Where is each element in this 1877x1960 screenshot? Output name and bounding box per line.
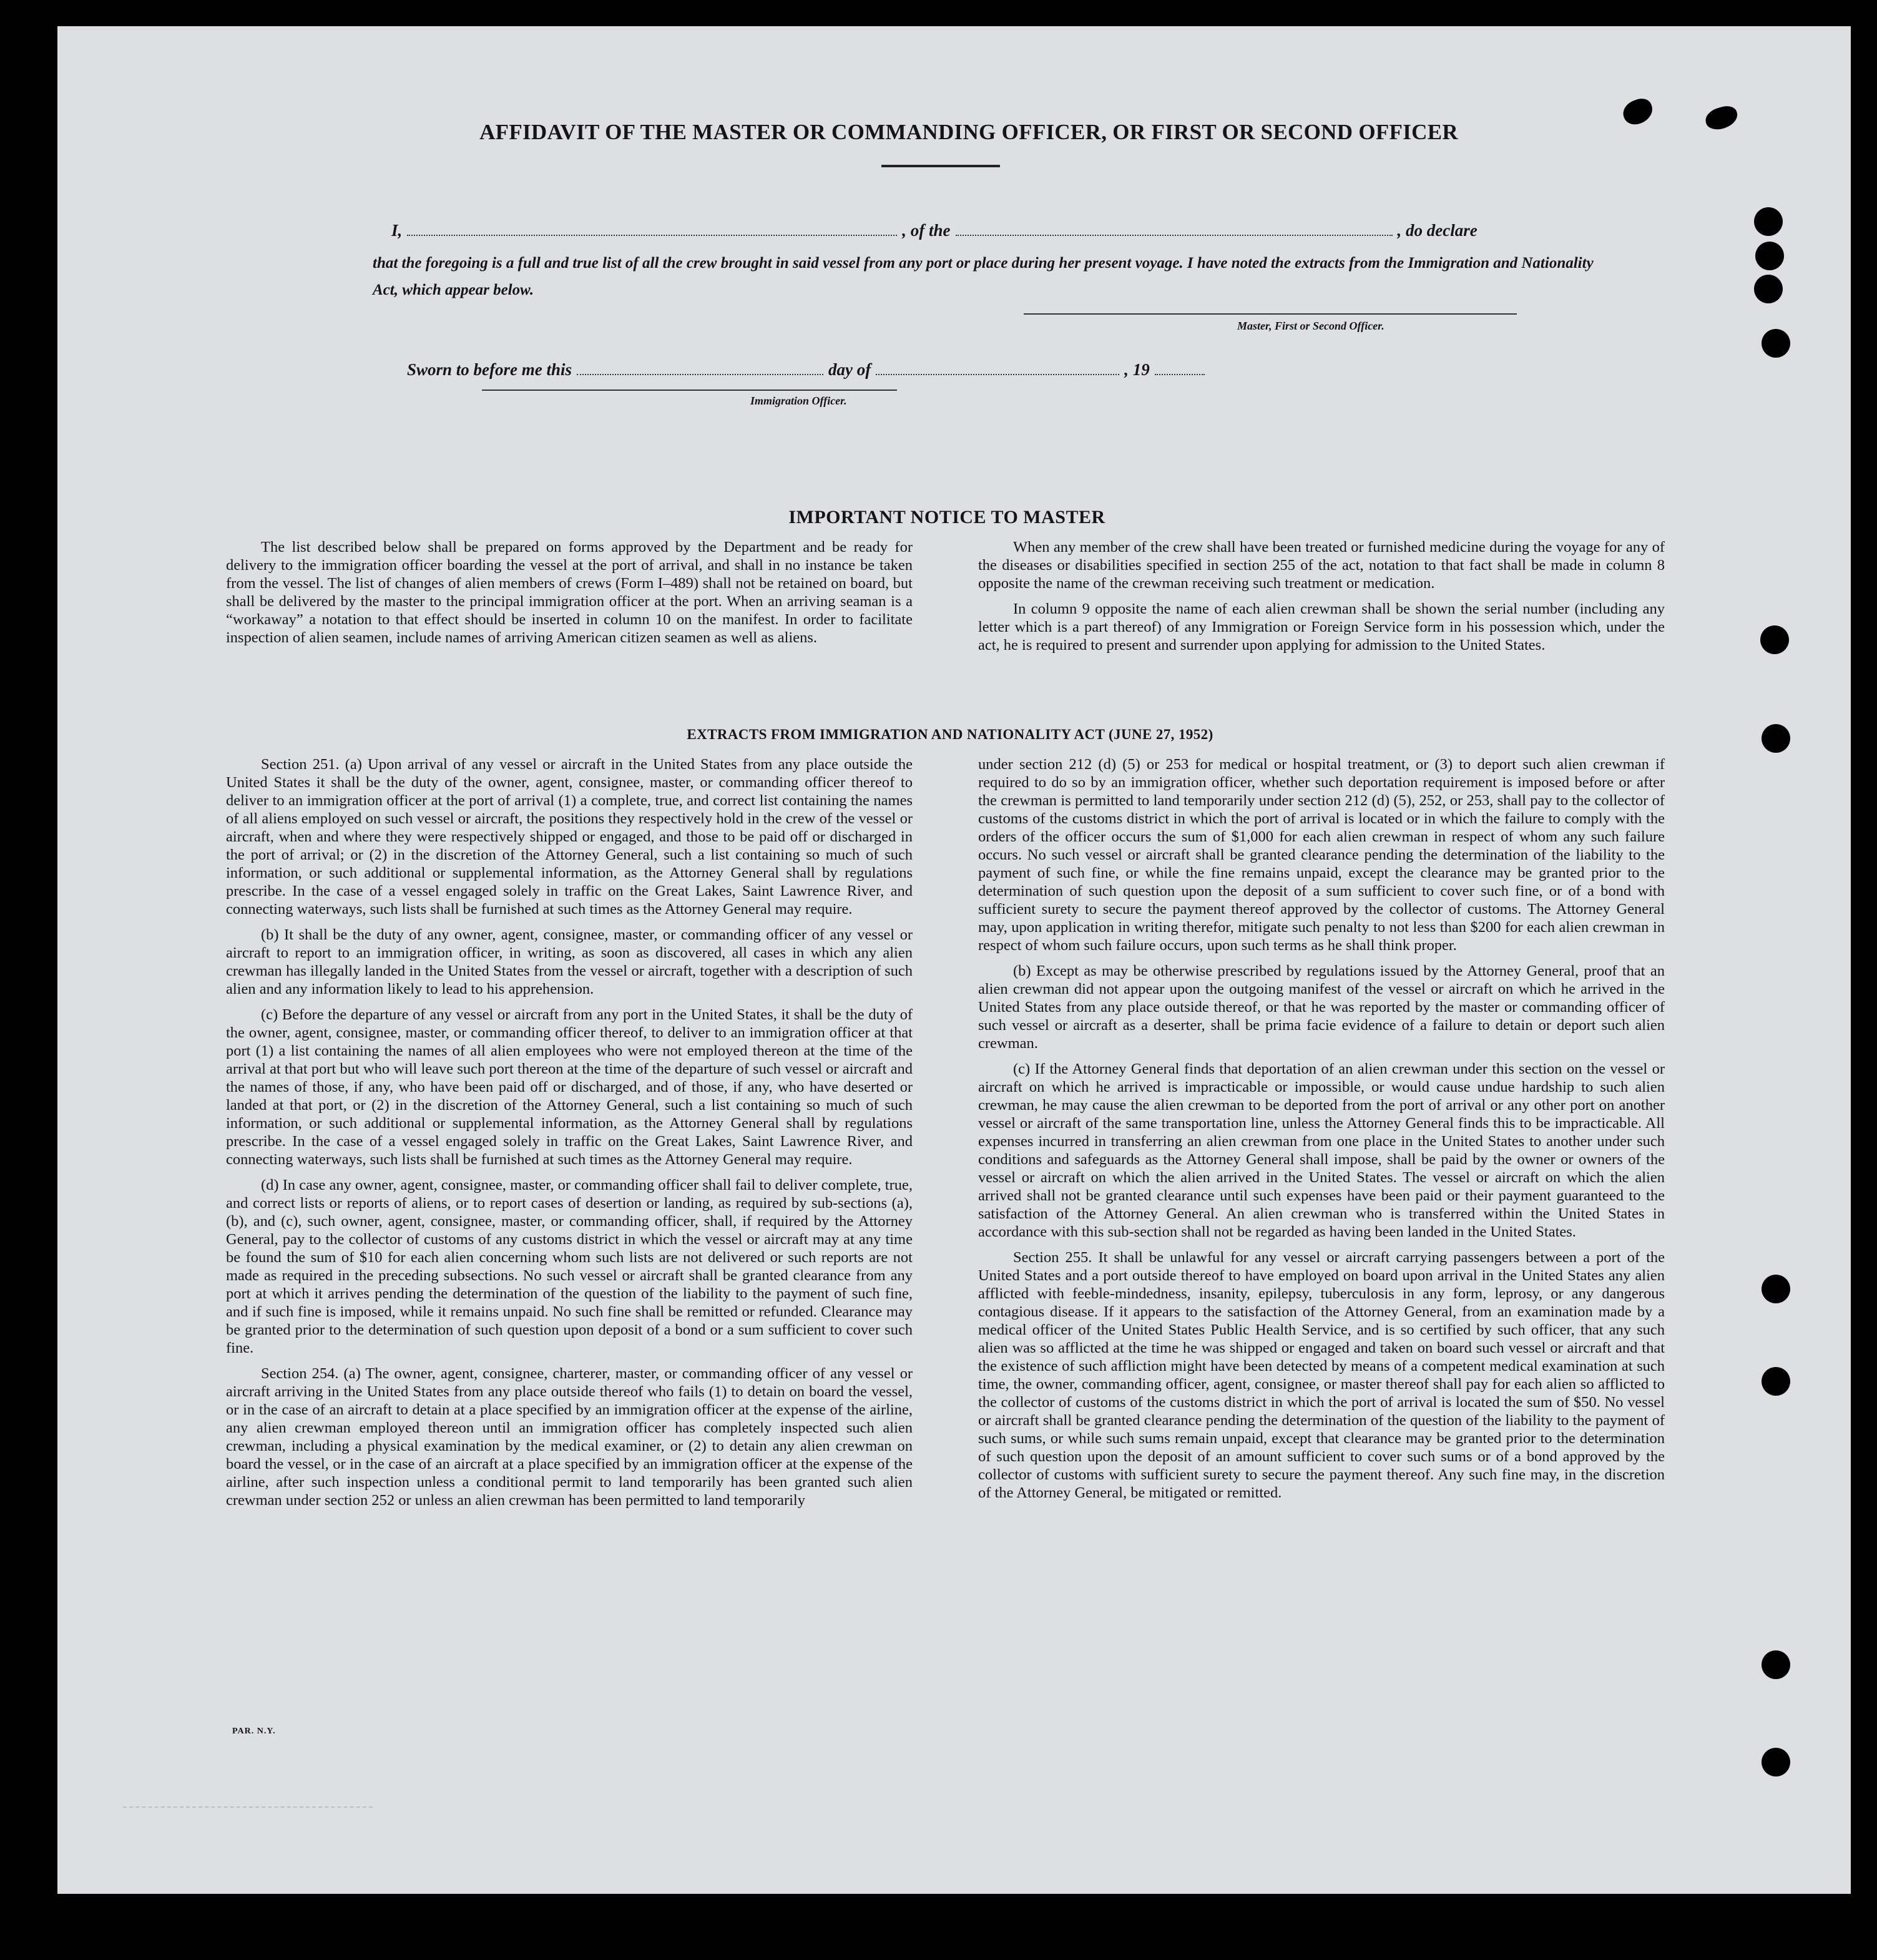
punch-hole (1762, 724, 1790, 753)
title-divider (881, 165, 1000, 167)
section-255: Section 255. It shall be unlawful for any vessel or aircraft carrying passengers between a port of the United States and a port outside thereof to have employed on board upon arrival in the United States any alien afflicted with feeble-mindedness, insanity, epilepsy, tuberculosis in any form, leprosy, or any dangerous contagious disease. If it appears to the satisfaction of the Attorney General, from an examination made by a medical officer of the United States Public Health Service, and is so certified by such officer, that any such alien was so afflicted at the time he was shipped or engaged and taken on board such vessel or aircraft and that the existence of such affliction might have been detected by means of a competent medical examination at such time, the owner, commanding officer, agent, consignee, or master thereof shall pay for each alien so afflicted to the collector of customs of the customs district in which the port of arrival is located the sum of $50. No vessel or aircraft shall be granted clearance pending the determination of the question of the liability to the payment of such sums, or while such sums remain unpaid, except that clearance may be granted prior to the determination of such question upon the deposit of an amount sufficient to cover such sums or of a bond approved by the collector of customs with sufficient surety to secure the payment thereof. Any such fine may, in the discretion of the Attorney General, be mitigated or remitted. (978, 1249, 1665, 1501)
sworn-line (407, 360, 1343, 380)
declarant-prefix: I, (391, 221, 403, 240)
notice-paragraph: The list described below shall be prepared on forms approved by the Department and be ready for delivery to the immigration officer boarding the vessel at the port of arrival, and shall in no instance be taken from the vessel. The list of changes of alien members of crews (Form I–489) shall not be retained on board, but shall be delivered by the master to the principal immigration officer at the port. When an arriving seaman is a “workaway” a notation to that effect should be inserted in column 10 on the manifest. In order to facilitate inspection of alien seamen, include names of arriving American citizen seamen as well as aliens. (226, 539, 913, 646)
sworn-day-label: day of (828, 360, 871, 379)
section-254-b: (b) Except as may be otherwise prescribed by regulations issued by the Attorney General, proof that an alien crewman did not appear upon the outgoing manifest of the vessel or aircraft on which he arrived in the United States from any place outside thereof, or that he was reported by the master or commanding officer of such vessel or aircraft as a deserter, shall be prima facie evidence of a failure to detain or deport such alien crewman. (978, 963, 1665, 1052)
declaration-text: that the foregoing is a full and true list of all the crew brought in said vessel from any port or place during her present voyage. I have noted the extracts from the Immigration and Nationality Act, which appear below. (373, 255, 1594, 298)
notice-title: IMPORTANT NOTICE TO MASTER (788, 507, 1105, 527)
extracts-right-column (978, 755, 1665, 1509)
sworn-day-field[interactable] (577, 371, 823, 375)
declare-suffix: , do declare (1397, 221, 1478, 240)
punch-hole (1762, 1275, 1790, 1303)
punch-hole (1762, 329, 1790, 358)
faint-pencil-mark (123, 1806, 373, 1808)
master-signature-caption: Master, First or Second Officer. (1237, 320, 1384, 332)
officer-signature-caption: Immigration Officer. (750, 394, 847, 407)
sworn-month-field[interactable] (876, 371, 1119, 375)
punch-hole (1755, 242, 1784, 270)
section-251-b: (b) It shall be the duty of any owner, agent, consignee, master, or commanding officer of any vessel or aircraft to report to an immigration officer, in writing, as soon as discovered, all cases in which any alien crewman has illegally landed in the United States from the vessel or aircraft, together with a description of such alien and any information likely to lead to his apprehension. (226, 926, 913, 997)
declarant-name-field[interactable] (407, 232, 897, 236)
vessel-prefix: , of the (902, 221, 951, 240)
punch-hole (1762, 1748, 1790, 1776)
section-254-a: Section 254. (a) The owner, agent, consignee, charterer, master, or commanding officer of any vessel or aircraft arriving in the United States from any place outside thereof who fails (1) to detain on board the vessel, or in the case of an aircraft to detain at a place specified by an immigration officer at the expense of the airline, any alien crewman employed thereon until an immigration officer has completely inspected such alien crewman, including a physical examination by the medical examiner, or (2) to detain any alien crewman on board the vessel, or in the case of an aircraft at a place specified by an immigration officer at the expense of the airline, after such inspection unless a conditional permit to land temporarily has been granted such alien crewman under section 252 or unless an alien crewman has been permitted to land temporarily (226, 1365, 913, 1509)
section-251-a: Section 251. (a) Upon arrival of any vessel or aircraft in the United States from any place outside the United States it shall be the duty of the owner, agent, consignee, master, or commanding officer thereof to deliver to an immigration officer at the port of arrival (1) a complete, true, and correct list containing the names of all aliens employed on such vessel or aircraft, the positions they respectively hold in the crew of the vessel or aircraft, when and where they were respectively shipped or engaged, and those to be paid off or discharged in the port of arrival; or (2) in the discretion of the Attorney General, such a list containing so much of such information, or such additional or supplemental information, as the Attorney General shall by regulations prescribe. In the case of a vessel engaged solely in traffic on the Great Lakes, Saint Lawrence River, and connecting waterways, such lists shall be furnished at such times as the Attorney General may require. (226, 756, 913, 918)
officer-signature-field[interactable] (482, 390, 897, 391)
section-251-c: (c) Before the departure of any vessel or aircraft from any port in the United States, it shall be the duty of the owner, agent, consignee, master, or commanding officer thereof, to deliver to an immigration officer at that port (1) a list containing the names of all alien employees who were not employed thereon at the time of the arrival at that port but who will leave such port thereon at the time of the departure of such vessel or aircraft and the names of those, if any, who have been paid off or discharged, and of those, if any, who have deserted or landed at that port, or (2) in the discretion of the Attorney General, such a list containing so much of such information, or such additional or supplemental information, as the Attorney General shall by regulations prescribe. In the case of a vessel engaged solely in traffic on the Great Lakes, Saint Lawrence River, and connecting waterways, such lists shall be furnished at such times as the Attorney General may require. (226, 1006, 913, 1168)
punch-hole (1762, 1367, 1790, 1396)
notice-paragraph: When any member of the crew shall have been treated or furnished medicine during the voyage for any of the diseases or disabilities specified in section 255 of the act, notation to that fact shall be made in column 8 opposite the name of the crewman receiving such treatment or medication. (978, 539, 1665, 592)
notice-left-column (226, 538, 913, 654)
vessel-name-field[interactable] (956, 232, 1393, 236)
extracts-title: EXTRACTS FROM IMMIGRATION AND NATIONALITY ACT (JUNE 27, 1952) (687, 727, 1213, 742)
sworn-year-field[interactable] (1155, 371, 1205, 375)
sworn-year-label: , 19 (1124, 360, 1150, 379)
punch-hole (1762, 1650, 1790, 1679)
notice-paragraph: In column 9 opposite the name of each alien crewman shall be shown the serial number (including any letter which is a part thereof) of any Immigration or Foreign Service form in his possession which, under the act, he is required to present and surrender upon applying for admission to the United States. (978, 600, 1665, 654)
printer-mark: PAR. N.Y. (232, 1727, 276, 1736)
sworn-prefix: Sworn to before me this (407, 360, 572, 379)
affidavit-title: AFFIDAVIT OF THE MASTER OR COMMANDING OFFICER, OR FIRST OR SECOND OFFICER (479, 120, 1458, 144)
section-251-d: (d) In case any owner, agent, consignee, master, or commanding officer shall fail to deliver complete, true, and correct lists or reports of aliens, or to report cases of desertion or landing, as required by sub-sections (a), (b), and (c), such owner, agent, consignee, master, or commanding officer, shall, if required by the Attorney General, pay to the collector of customs of any customs district in which the vessel or aircraft may at any time be found the sum of $10 for each alien concerning whom such lists are not delivered or such reports are not made as required in the preceding subsections. No such vessel or aircraft shall be granted clearance from any port at which it arrives pending the determination of the question of the liability to the payment of such fine, and if such fine is imposed, while it remains unpaid. No such fine shall be remitted or refunded. Clearance may be granted prior to the determination of such question upon deposit of a bond or a sum sufficient to cover such fine. (226, 1177, 913, 1356)
form-page (57, 26, 1851, 1894)
punch-hole (1754, 275, 1783, 303)
notice-right-column (978, 538, 1665, 662)
section-254-c: (c) If the Attorney General finds that deportation of an alien crewman under this section on the vessel or aircraft on which he arrived is impracticable or impossible, or would cause undue hardship to such alien crewman, he may cause the alien crewman to be deported from the port of arrival or any other port on another vessel or aircraft of the same transportation line, unless the Attorney General finds this to be impracticable. All expenses incurred in transferring an alien crewman from one place in the United States to another under such conditions and safeguards as the Attorney General shall impose, shall be paid by the owner or owners of the vessel or aircraft on which the alien arrived in the United States. The vessel or aircraft on which the alien arrived shall not be granted clearance until such expenses have been paid or their payment guaranteed to the satisfaction of the Attorney General. An alien crewman who is transferred within the United States in accordance with this sub-section shall not be regarded as having been landed in the United States. (978, 1061, 1665, 1240)
section-254-a-continued: under section 212 (d) (5) or 253 for medical or hospital treatment, or (3) to deport such alien crewman if required to do so by an immigration officer, whether such deportation requirement is imposed before or after the crewman is permitted to land temporarily under section 212 (d) (5), 252, or 253, shall pay to the collector of customs of the customs district in which the port of arrival is located or in which the failure to comply with the orders of the officer occurs the sum of $1,000 for each alien crewman in respect of whom any such failure occurs. No such vessel or aircraft shall be granted clearance pending the determination of the liability to the payment of such fine, or while the fine remains unpaid, except the clearance may be granted prior to the determination of such question upon the deposit of a sum sufficient to cover such fine, or of a bond with sufficient surety to secure the payment thereof approved by the collector of customs. The Attorney General may, upon application in writing therefor, mitigate such penalty to not less than $200 for each alien crewman in respect of whom such failure occurs, upon such terms as he shall think proper. (978, 756, 1665, 954)
extracts-left-column (226, 755, 913, 1517)
declarant-line (391, 221, 1596, 240)
punch-hole (1754, 207, 1783, 236)
punch-hole (1760, 625, 1789, 654)
master-signature-field[interactable] (1024, 313, 1517, 315)
